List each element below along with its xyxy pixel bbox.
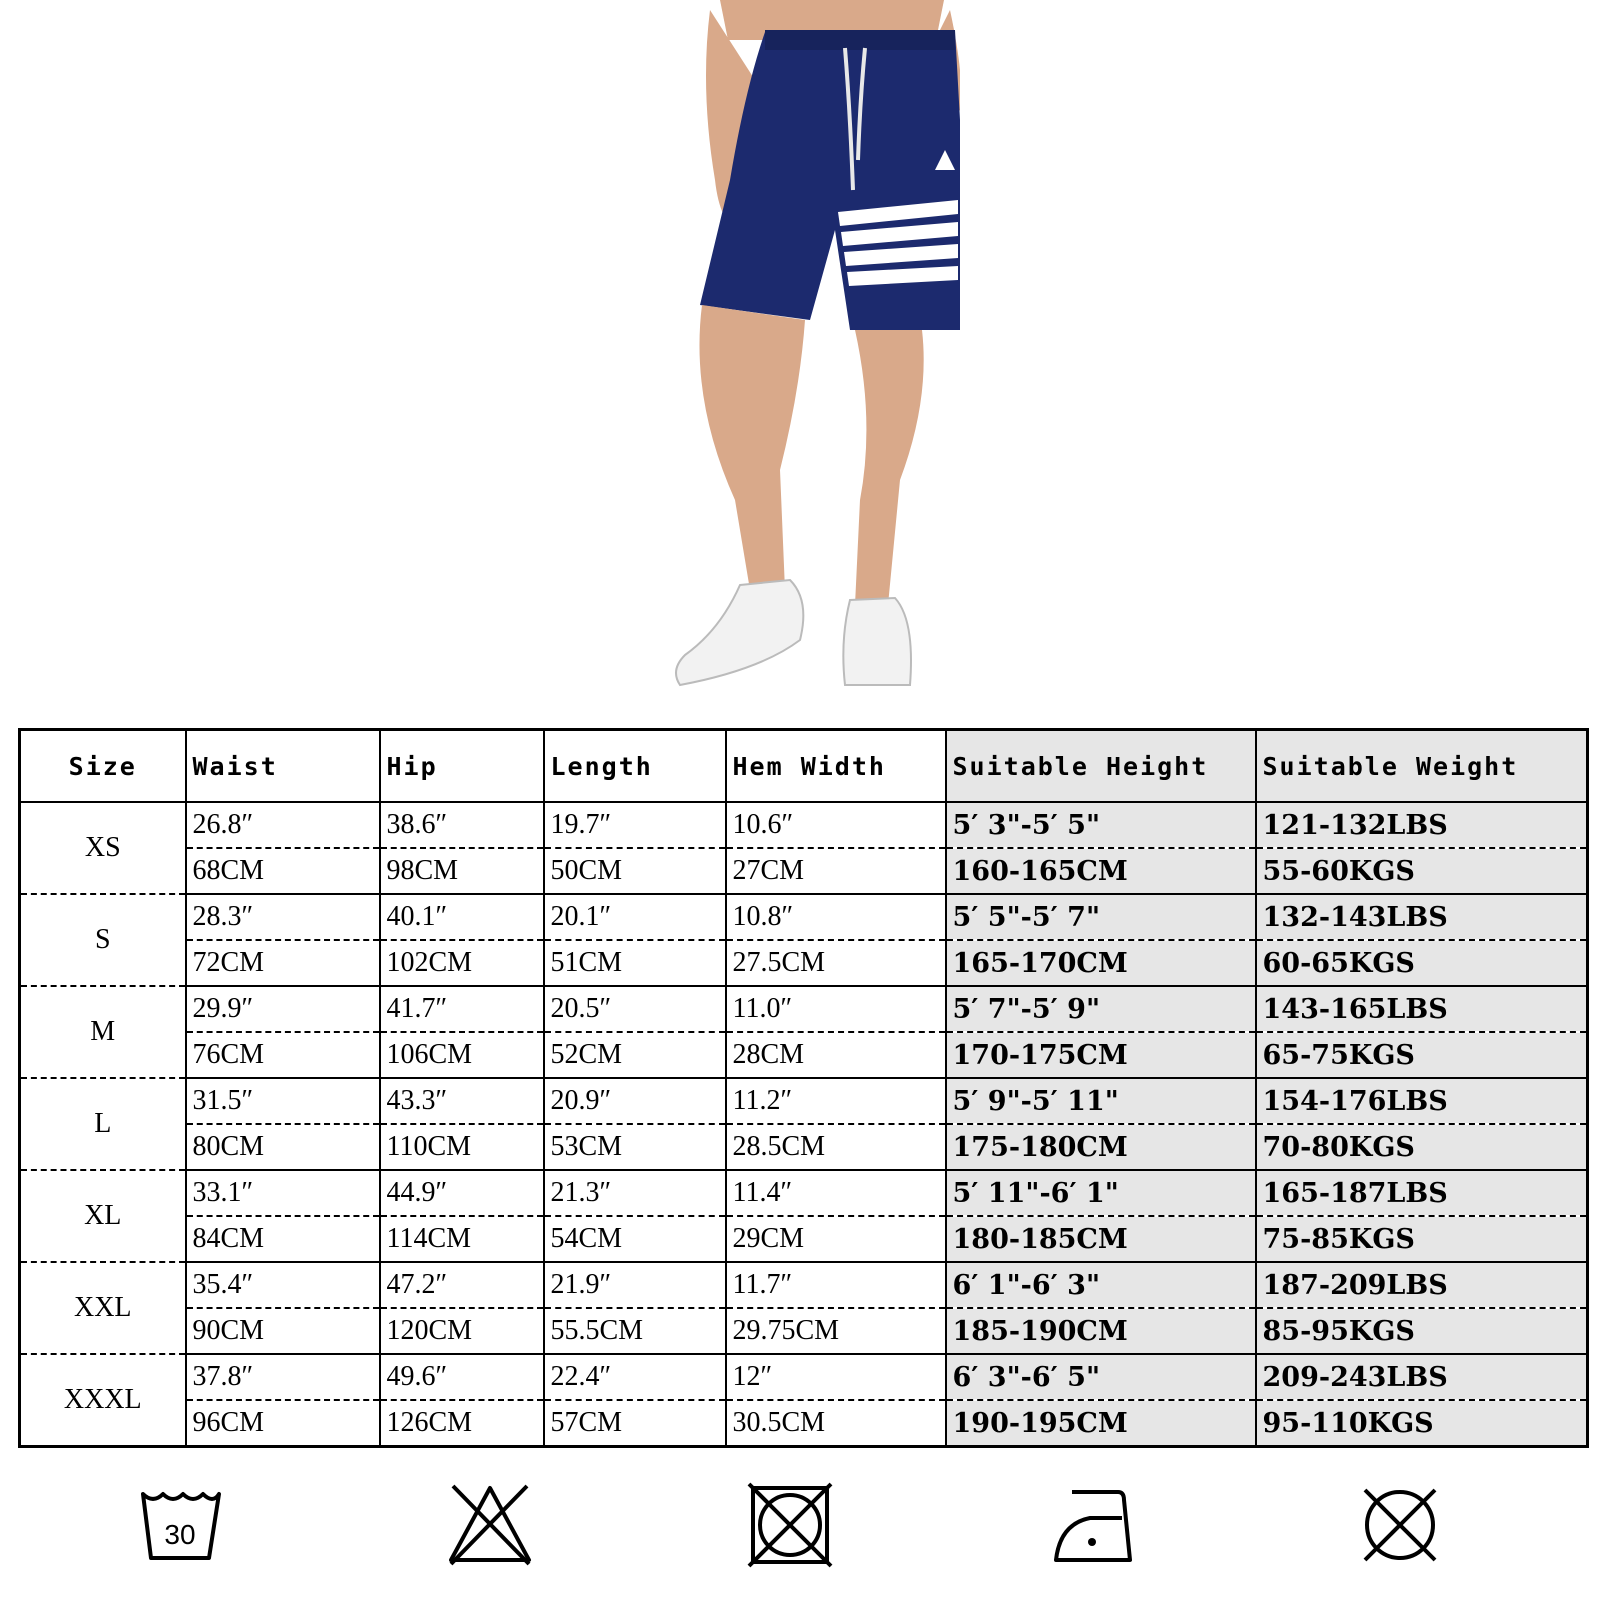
suitable-height-cm-cell: 170-175CM	[946, 1032, 1256, 1078]
waist-cm-cell: 68CM	[186, 848, 380, 894]
header-waist: Waist	[186, 730, 380, 803]
no-bleach-icon	[445, 1480, 535, 1570]
waist-cm-cell: 80CM	[186, 1124, 380, 1170]
iron-low-icon	[1050, 1480, 1140, 1570]
hip-in-cell: 43.3″	[380, 1078, 544, 1124]
waist-in-cell: 35.4″	[186, 1262, 380, 1308]
length-in-cell: 22.4″	[544, 1354, 726, 1400]
suitable-weight-in-cell: 132-143LBS	[1256, 894, 1588, 940]
hem-width-in-cell: 11.7″	[726, 1262, 946, 1308]
hip-in-cell: 44.9″	[380, 1170, 544, 1216]
left-shoe-illustration	[676, 580, 803, 685]
table-row	[20, 1216, 1588, 1262]
length-in-cell: 19.7″	[544, 802, 726, 848]
hip-in-cell: 41.7″	[380, 986, 544, 1032]
wash-temperature-label: 30	[164, 1519, 196, 1550]
header-length: Length	[544, 730, 726, 803]
hem-width-cm-cell: 28CM	[726, 1032, 946, 1078]
suitable-height-cm-cell: 185-190CM	[946, 1308, 1256, 1354]
length-in-cell: 20.5″	[544, 986, 726, 1032]
table-row	[20, 986, 1588, 1032]
size-label: M	[20, 986, 186, 1078]
hem-width-cm-cell: 29CM	[726, 1216, 946, 1262]
waist-in-cell: 26.8″	[186, 802, 380, 848]
size-label: XS	[20, 802, 186, 894]
suitable-height-cm-cell: 180-185CM	[946, 1216, 1256, 1262]
size-chart-table	[18, 728, 1589, 1448]
table-body	[20, 802, 1588, 1447]
size-label: XXL	[20, 1262, 186, 1354]
length-cm-cell: 53CM	[544, 1124, 726, 1170]
hem-width-cm-cell: 27.5CM	[726, 940, 946, 986]
waist-in-cell: 28.3″	[186, 894, 380, 940]
hip-in-cell: 38.6″	[380, 802, 544, 848]
length-cm-cell: 55.5CM	[544, 1308, 726, 1354]
suitable-weight-cm-cell: 75-85KGS	[1256, 1216, 1588, 1262]
length-in-cell: 21.3″	[544, 1170, 726, 1216]
length-in-cell: 20.9″	[544, 1078, 726, 1124]
table-row	[20, 1124, 1588, 1170]
waist-in-cell: 37.8″	[186, 1354, 380, 1400]
suitable-height-in-cell: 5′ 5"-5′ 7"	[946, 894, 1256, 940]
suitable-weight-cm-cell: 70-80KGS	[1256, 1124, 1588, 1170]
hip-cm-cell: 106CM	[380, 1032, 544, 1078]
suitable-height-in-cell: 6′ 1"-6′ 3"	[946, 1262, 1256, 1308]
waist-in-cell: 31.5″	[186, 1078, 380, 1124]
hip-cm-cell: 102CM	[380, 940, 544, 986]
hem-width-in-cell: 10.8″	[726, 894, 946, 940]
suitable-weight-cm-cell: 95-110KGS	[1256, 1400, 1588, 1447]
hem-width-cm-cell: 29.75CM	[726, 1308, 946, 1354]
waistband-illustration	[765, 30, 955, 50]
hem-width-in-cell: 11.4″	[726, 1170, 946, 1216]
length-cm-cell: 51CM	[544, 940, 726, 986]
table-row	[20, 1354, 1588, 1400]
suitable-weight-cm-cell: 60-65KGS	[1256, 940, 1588, 986]
length-cm-cell: 50CM	[544, 848, 726, 894]
suitable-weight-cm-cell: 55-60KGS	[1256, 848, 1588, 894]
suitable-weight-in-cell: 154-176LBS	[1256, 1078, 1588, 1124]
length-cm-cell: 54CM	[544, 1216, 726, 1262]
length-cm-cell: 52CM	[544, 1032, 726, 1078]
size-label: S	[20, 894, 186, 986]
waist-cm-cell: 76CM	[186, 1032, 380, 1078]
hem-width-cm-cell: 27CM	[726, 848, 946, 894]
header-suitable-height: Suitable Height	[946, 730, 1256, 803]
size-label: L	[20, 1078, 186, 1170]
table-row	[20, 894, 1588, 940]
table-row	[20, 1170, 1588, 1216]
product-photo	[660, 0, 960, 710]
suitable-height-in-cell: 5′ 9"-5′ 11"	[946, 1078, 1256, 1124]
hip-in-cell: 47.2″	[380, 1262, 544, 1308]
length-in-cell: 21.9″	[544, 1262, 726, 1308]
suitable-weight-cm-cell: 85-95KGS	[1256, 1308, 1588, 1354]
table-row	[20, 848, 1588, 894]
header-suitable-weight: Suitable Weight	[1256, 730, 1588, 803]
suitable-height-cm-cell: 165-170CM	[946, 940, 1256, 986]
hem-width-in-cell: 12″	[726, 1354, 946, 1400]
wash-30-icon	[135, 1480, 225, 1570]
table-row	[20, 1032, 1588, 1078]
suitable-weight-in-cell: 143-165LBS	[1256, 986, 1588, 1032]
suitable-height-in-cell: 6′ 3"-6′ 5"	[946, 1354, 1256, 1400]
hem-width-in-cell: 11.2″	[726, 1078, 946, 1124]
table-row	[20, 1400, 1588, 1447]
suitable-weight-in-cell: 165-187LBS	[1256, 1170, 1588, 1216]
size-label: XL	[20, 1170, 186, 1262]
suitable-height-in-cell: 5′ 11"-6′ 1"	[946, 1170, 1256, 1216]
table-row	[20, 1308, 1588, 1354]
waist-cm-cell: 84CM	[186, 1216, 380, 1262]
table-row	[20, 1262, 1588, 1308]
right-shoe-illustration	[843, 598, 911, 685]
header-hem-width: Hem Width	[726, 730, 946, 803]
suitable-weight-cm-cell: 65-75KGS	[1256, 1032, 1588, 1078]
suitable-height-cm-cell: 190-195CM	[946, 1400, 1256, 1447]
legs-illustration	[699, 305, 923, 605]
table-row	[20, 940, 1588, 986]
suitable-height-cm-cell: 160-165CM	[946, 848, 1256, 894]
suitable-weight-in-cell: 187-209LBS	[1256, 1262, 1588, 1308]
no-tumble-dry-icon	[745, 1480, 835, 1570]
header-hip: Hip	[380, 730, 544, 803]
length-in-cell: 20.1″	[544, 894, 726, 940]
hip-cm-cell: 126CM	[380, 1400, 544, 1447]
hem-width-in-cell: 11.0″	[726, 986, 946, 1032]
table-header-row	[20, 730, 1588, 803]
suitable-height-cm-cell: 175-180CM	[946, 1124, 1256, 1170]
hip-cm-cell: 120CM	[380, 1308, 544, 1354]
waist-cm-cell: 72CM	[186, 940, 380, 986]
hem-width-in-cell: 10.6″	[726, 802, 946, 848]
hem-width-cm-cell: 28.5CM	[726, 1124, 946, 1170]
suitable-height-in-cell: 5′ 3"-5′ 5"	[946, 802, 1256, 848]
hip-cm-cell: 110CM	[380, 1124, 544, 1170]
hip-cm-cell: 98CM	[380, 848, 544, 894]
suitable-height-in-cell: 5′ 7"-5′ 9"	[946, 986, 1256, 1032]
waist-in-cell: 33.1″	[186, 1170, 380, 1216]
suitable-weight-in-cell: 209-243LBS	[1256, 1354, 1588, 1400]
header-size: Size	[20, 730, 186, 803]
no-dry-clean-icon	[1355, 1480, 1445, 1570]
table-row	[20, 802, 1588, 848]
size-label: XXXL	[20, 1354, 186, 1447]
waist-cm-cell: 90CM	[186, 1308, 380, 1354]
hip-cm-cell: 114CM	[380, 1216, 544, 1262]
suitable-weight-in-cell: 121-132LBS	[1256, 802, 1588, 848]
table-row	[20, 1078, 1588, 1124]
length-cm-cell: 57CM	[544, 1400, 726, 1447]
waist-in-cell: 29.9″	[186, 986, 380, 1032]
waist-cm-cell: 96CM	[186, 1400, 380, 1447]
hip-in-cell: 49.6″	[380, 1354, 544, 1400]
hip-in-cell: 40.1″	[380, 894, 544, 940]
hem-width-cm-cell: 30.5CM	[726, 1400, 946, 1447]
